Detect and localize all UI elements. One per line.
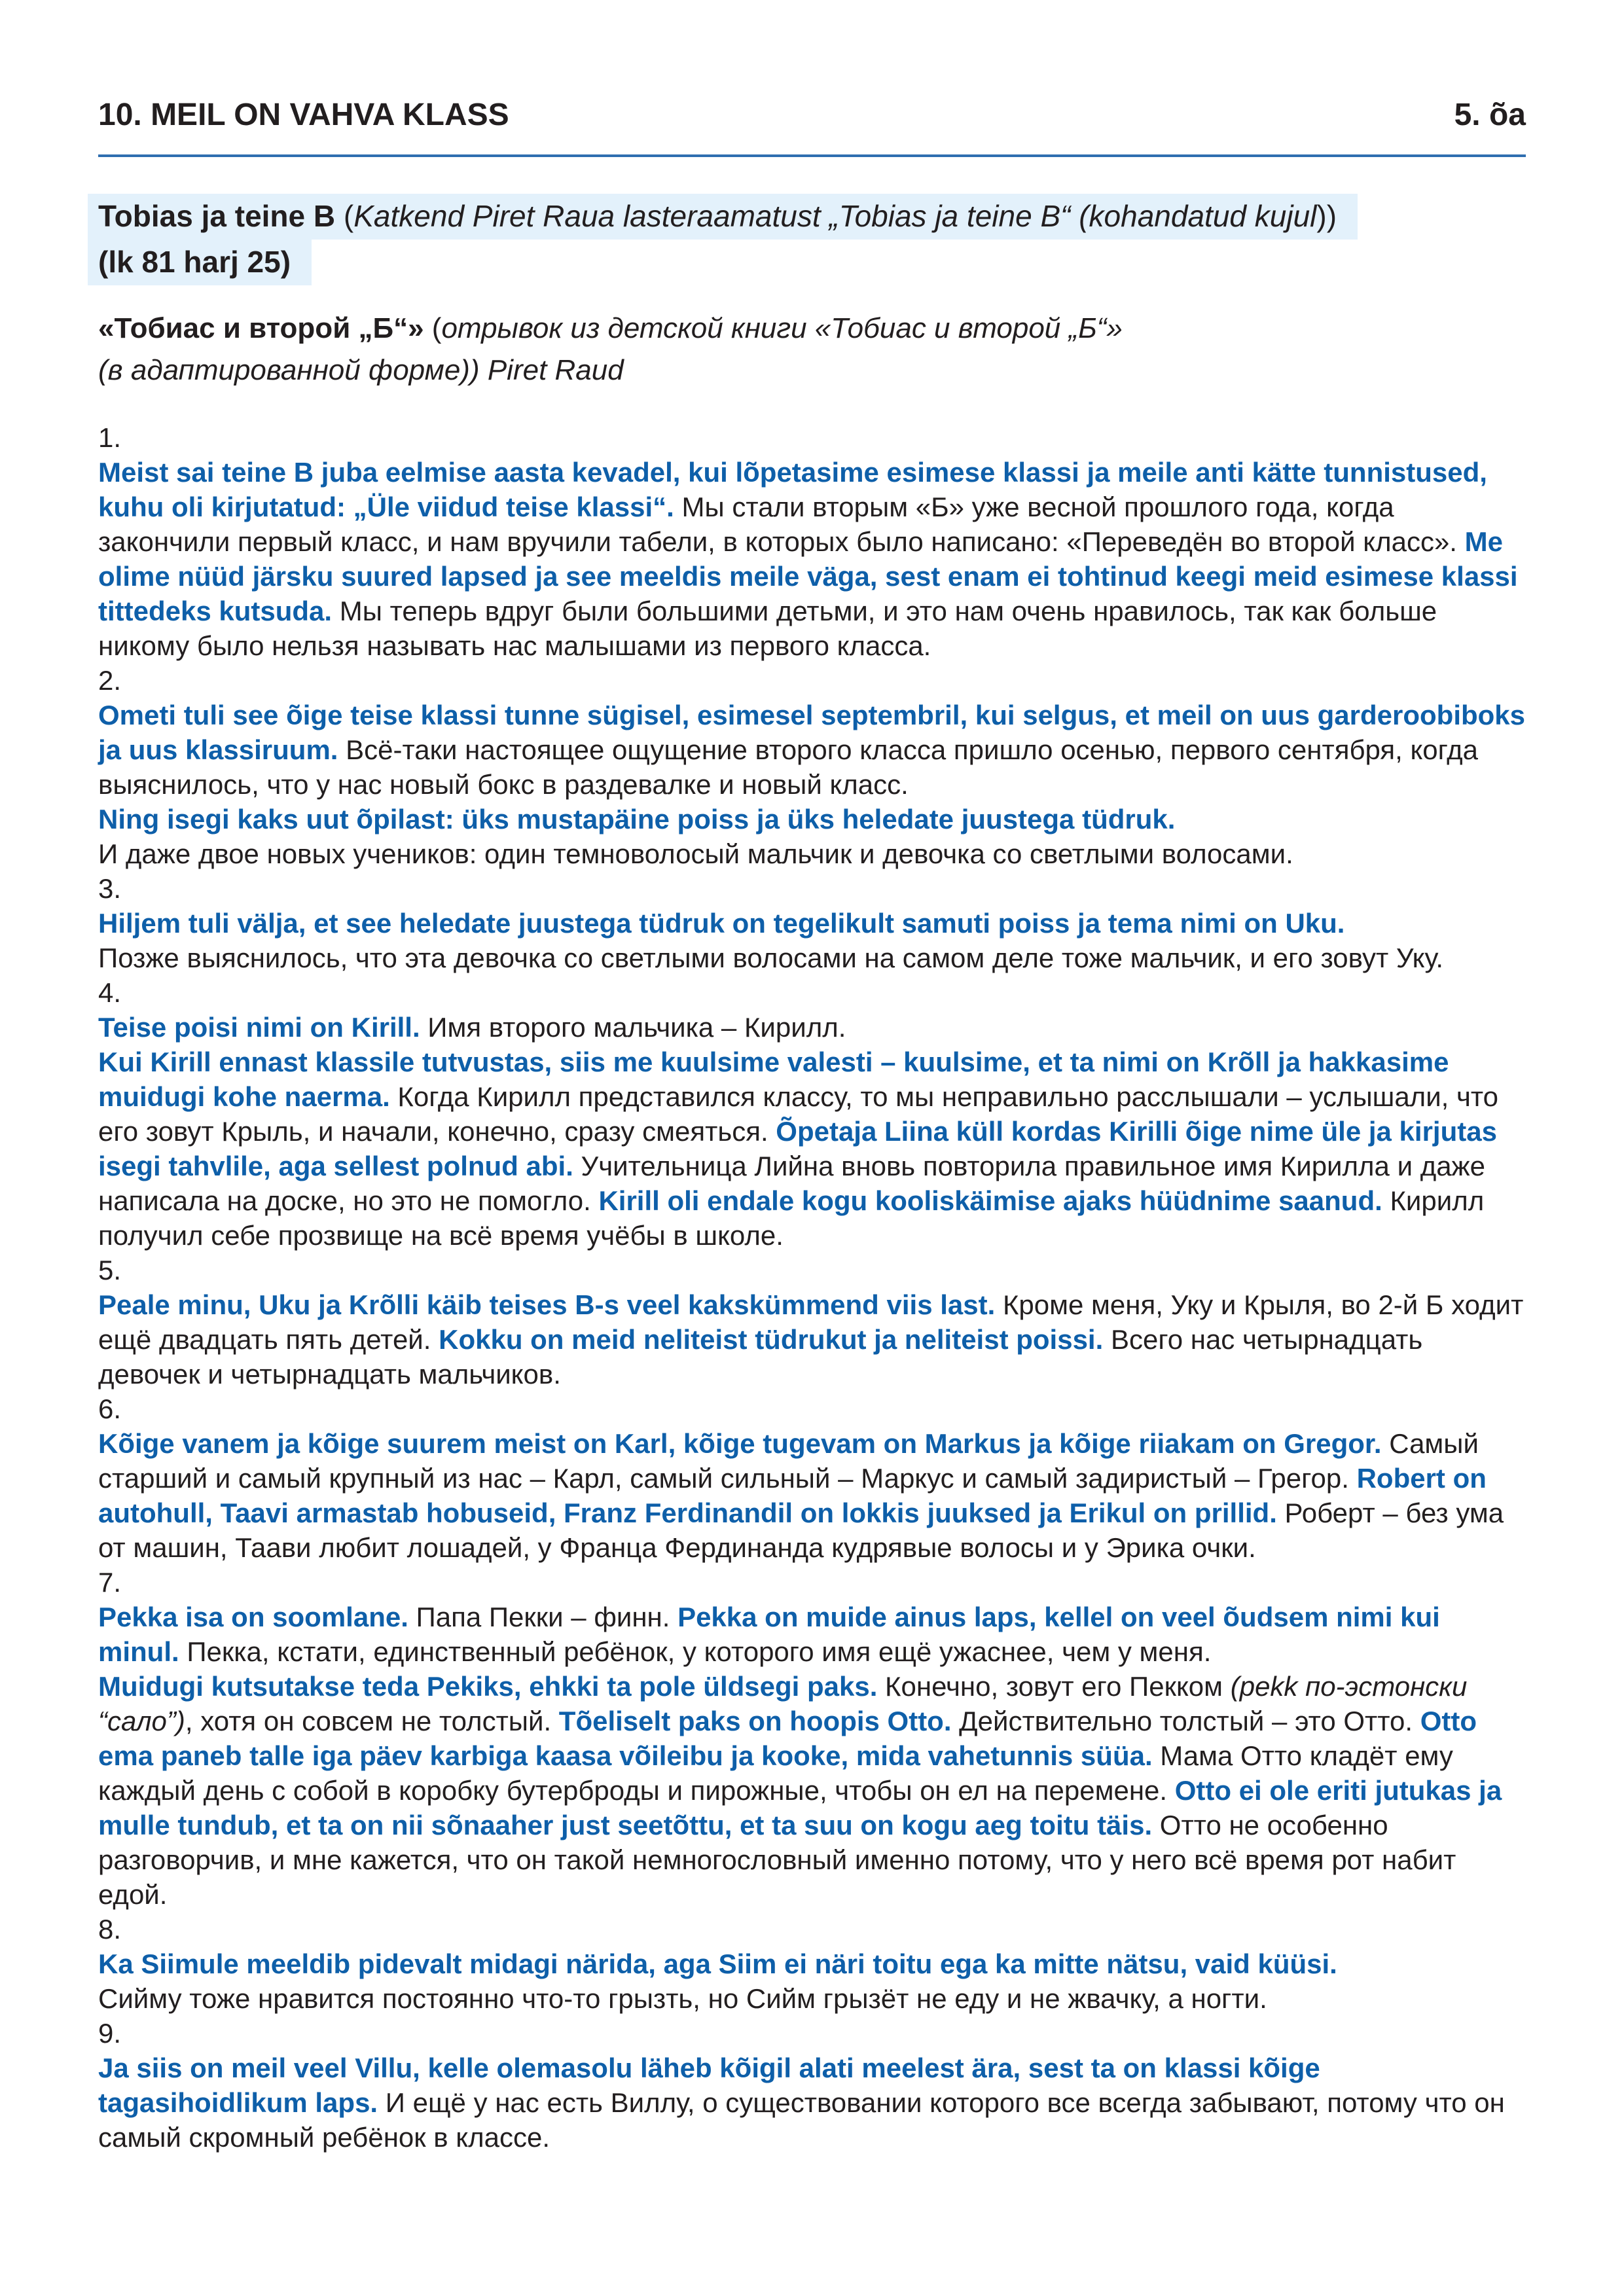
text-sections [98,420,1526,2155]
text-segment: Папа Пекки – финн. [408,1602,678,1632]
text-segment: Kokku on meid neliteist tüdrukut ja neliteist poissi. [439,1324,1104,1355]
text-block [98,1946,1526,1981]
highlight-span [88,194,1358,240]
text-block [98,1045,1526,1253]
section [98,663,1526,871]
text-block [98,1981,1526,2016]
section-number: 8. [98,1914,122,1945]
text-segment: Muidugi kutsutakse teda Pekiks, ehkki ta pole üldsegi paks. [98,1671,878,1702]
section [98,975,1526,1253]
section-number: 1. [98,422,122,453]
text-segment: Ometi tuli see õige teise klassi tunne sügisel, esimesel septembril, kui selgus, et meil on uus garderoobiboks ja uus klassiruum. [98,700,1526,765]
text-segment: Kui Kirill ennast klassile tutvustas, siis me kuulsime valesti – kuulsime, et ta nimi on Krõll ja hakkasime muidugi kohe naerma. [98,1047,1449,1112]
text-block [98,1287,1526,1391]
text-segment: Kõige vanem ja kõige suurem meist on Karl, kõige tugevam on Markus ja kõige riiakam on Gregor. [98,1428,1382,1459]
page-header [98,98,1526,132]
grade-label: 5. õa [1454,98,1526,132]
text-segment: Конечно, зовут его Пекком [877,1671,1231,1702]
text-segment: Роберт – без ума от машин, Таави любит лошадей, у Франца Фердинанда кудрявые волосы и у Эрика очки. [98,1498,1504,1563]
text-segment: Tõeliselt paks on hoopis Otto. [558,1706,952,1736]
text-segment: Kirill oli endale kogu kooliskäimise ajaks hüüdnime saanud. [598,1185,1382,1216]
text-segment: отрывок из детской книги «Тобиас и второй „Б“» [441,312,1123,344]
text-segment: Tobias ja teine B [98,199,344,233]
title-line [98,350,1526,391]
section-number: 3. [98,873,122,904]
section [98,1253,1526,1391]
text-segment: ( [431,312,442,344]
text-segment: Пекка, кстати, единственный ребёнок, у которого имя ещё ужаснее, чем у меня. [179,1636,1212,1667]
text-segment: Кроме меня, Уку и Крыля, во 2-й Б ходит ещё двадцать пять детей. [98,1289,1524,1355]
text-segment: Самый старший и самый крупный из нас – Карл, самый сильный – Маркус и самый задиристый – Грегор. [98,1428,1479,1494]
section [98,871,1526,975]
text-segment: Когда Кирилл представился классу, то мы неправильно расслышали – услышали, что его зовут Крыль, и начали, конечно, сразу смеяться. [98,1081,1498,1147]
text-segment: Hiljem tuli välja, et see heledate juustega tüdruk on tegelikult samuti poiss ja tema nimi on Uku. [98,908,1345,939]
text-segment: Ka Siimule meeldib pidevalt midagi närida, aga Siim ei näri toitu ega ka mitte nätsu, vaid küüsi. [98,1948,1337,1979]
text-segment: Peale minu, Uku ja Krõlli käib teises B-s veel kakskümmend viis last. [98,1289,996,1320]
text-segment: И ещё у нас есть Виллу, о существовании которого все всегда забывают, потому что он самый скромный ребёнок в классе. [98,2087,1505,2153]
text-segment: Pekka isa on soomlane. [98,1602,408,1632]
text-segment: Otto ema paneb talle iga päev karbiga kaasa võileibu ja kooke, mida vahetunnis süüa. [98,1706,1477,1771]
text-block [98,1010,1526,1045]
title-line [98,308,1526,350]
text-segment: Ja siis on meil veel Villu, kelle olemasolu läheb kõigil alati meelest ära, sest ta on klassi kõige tagasihoidlikum laps. [98,2053,1320,2118]
text-segment: Otto ei ole eriti jutukas ja mulle tundub, et ta on nii sõnaaher just seetõttu, et ta suu on kogu aeg toitu täis. [98,1775,1502,1840]
title-line [98,194,1526,240]
text-segment: Позже выяснилось, что эта девочка со светлыми волосами на самом деле тоже мальчик, и его зовут Уку. [98,942,1443,973]
section [98,1565,1526,1912]
section-number: 5. [98,1255,122,1285]
text-segment: И даже двое новых учеников: один темноволосый мальчик и девочка со светлыми волосами. [98,838,1293,869]
section-number: 7. [98,1567,122,1598]
text-block [98,698,1526,802]
text-block [98,906,1526,941]
text-segment: Всего нас четырнадцать девочек и четырнадцать мальчиков. [98,1324,1423,1390]
section-number: 4. [98,977,122,1008]
text-segment: Имя второго мальчика – Кирилл. [420,1012,846,1043]
text-segment: Мы стали вторым «Б» уже весной прошлого года, когда закончили первый класс, и нам вручили табели, в которых было написано: «Переведён во второй класс». [98,492,1465,557]
source-title-block [98,194,1526,285]
text-segment: Pekka on muide ainus laps, kellel on veel õudsem nimi kui minul. [98,1602,1440,1667]
text-block [98,2051,1526,2155]
highlight-span [88,240,312,285]
text-segment: (в адаптированной форме)) Piret Raud [98,354,624,386]
text-segment: Всё-таки настоящее ощущение второго класса пришло осенью, первого сентября, когда выяснилось, что у нас новый бокс в раздевалке и новый класс. [98,734,1478,800]
text-segment: Кирилл получил себе прозвище на всё время учёбы в школе. [98,1185,1485,1251]
text-segment: Мы теперь вдруг были большими детьми, и это нам очень нравилось, так как больше никому было нельзя называть нас малышами из первого класса. [98,596,1437,661]
text-segment: Мама Отто кладёт ему каждый день с собой в коробку бутерброды и пирожные, чтобы он ел на перемене. [98,1740,1453,1806]
text-block [98,1669,1526,1912]
section [98,1391,1526,1565]
text-segment: «Тобиас и второй „Б“» [98,312,432,344]
text-segment: Õpetaja Liina küll kordas Kirilli õige nime üle ja kirjutas isegi tahvlile, aga sellest polnud abi. [98,1116,1497,1181]
text-segment: Katkend Piret Raua lasteraamatust „Tobias ja teine B“ (kohandatud kujul [353,199,1317,233]
text-block [98,1426,1526,1565]
section-number: 9. [98,2018,122,2049]
text-segment: )) [1316,199,1337,233]
text-segment: ( [343,199,354,233]
section-number: 2. [98,665,122,696]
chapter-title: 10. MEIL ON VAHVA KLASS [98,98,509,132]
text-segment: Действительно толстый – это Отто. [951,1706,1420,1736]
text-segment: Robert on autohull, Taavi armastab hobuseid, Franz Ferdinandil on lokkis juuksed ja Erikul on prillid. [98,1463,1487,1528]
text-block [98,941,1526,975]
text-segment: Учительница Лийна вновь повторила правильное имя Кирилла и даже написала на доске, но это не помогло. [98,1151,1486,1216]
header-rule [98,154,1526,157]
text-block [98,836,1526,871]
text-block [98,455,1526,663]
section [98,420,1526,663]
text-segment: Отто не особенно разговорчив, и мне кажется, что он такой немногословный именно потому, что у него всё время рот набит едой. [98,1810,1456,1910]
text-segment: (lk 81 harj 25) [98,245,291,279]
text-segment: Ning isegi kaks uut õpilast: üks mustapäine poiss ja üks heledate juustega tüdruk. [98,804,1176,834]
text-segment: Сийму тоже нравится постоянно что-то грызть, но Сийм грызёт не еду и не жвачку, а ногти. [98,1983,1267,2014]
text-block [98,802,1526,836]
russian-title-block [98,308,1526,391]
text-segment: Teise poisi nimi on Kirill. [98,1012,420,1043]
text-block [98,1600,1526,1669]
section-number: 6. [98,1393,122,1424]
section [98,2016,1526,2155]
text-segment: , хотя он совсем не толстый. [185,1706,559,1736]
text-segment: Me olime nüüd järsku suured lapsed ja see meeldis meile väga, sest enam ei tohtinud keegi meid esimese klassi tittedeks kutsuda. [98,526,1518,626]
text-segment: Meist sai teine B juba eelmise aasta kevadel, kui lõpetasime esimese klassi ja meile anti kätte tunnistused, kuhu oli kirjutatud: „Üle viidud teise klassi“. [98,457,1487,522]
section [98,1912,1526,2016]
title-line [98,240,1526,285]
text-segment: (pekk по-эстонски “сало”) [98,1671,1468,1736]
